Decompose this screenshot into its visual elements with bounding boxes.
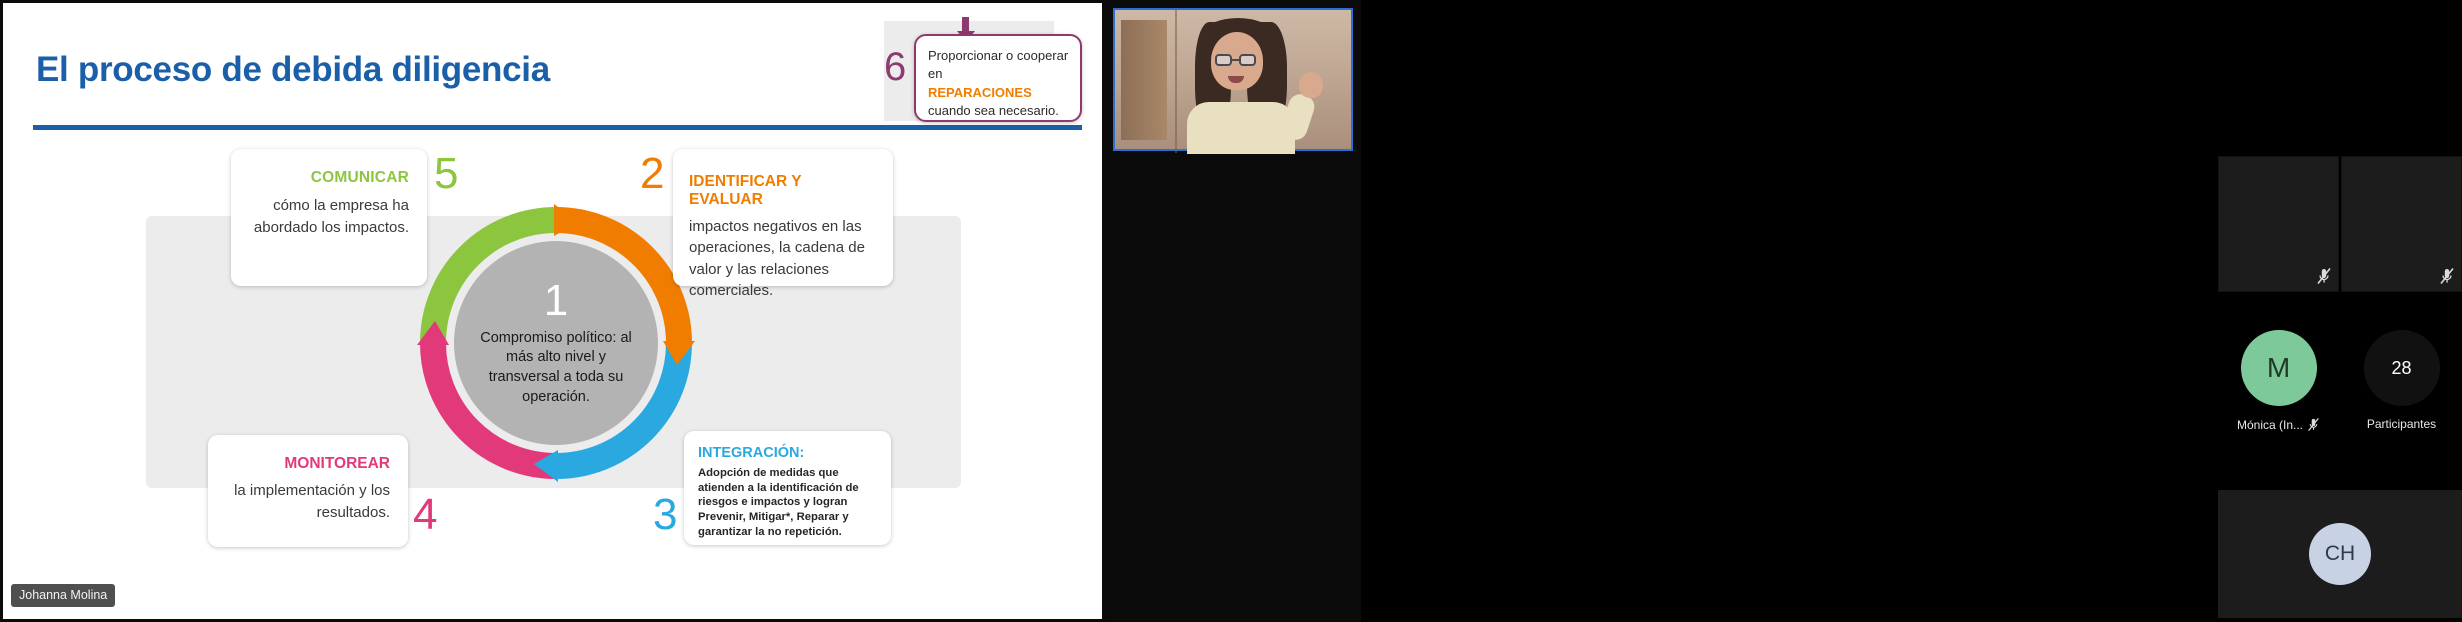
participant-tile-ch[interactable] bbox=[2218, 490, 2462, 618]
background-door bbox=[1121, 20, 1167, 140]
participants-text: Participantes bbox=[2366, 417, 2437, 431]
avatar: CH bbox=[2309, 523, 2371, 585]
avatar: M bbox=[2241, 330, 2317, 406]
step-body-5: cómo la empresa ha abordado los impactos. bbox=[253, 197, 409, 236]
step-heading-5: COMUNICAR bbox=[310, 169, 409, 186]
step-body-6-part1: Proporcionar o cooperar en bbox=[928, 48, 1069, 82]
participant-name-monica: Mónica (In... bbox=[2236, 417, 2304, 432]
background-wall-edge bbox=[1175, 10, 1177, 153]
step-text-1: Compromiso político: al más alto nivel y transversal a toda su operación. bbox=[480, 329, 632, 405]
step-number-2: 2 bbox=[640, 149, 665, 198]
participant-tile-2[interactable] bbox=[2341, 156, 2462, 292]
step-number-3: 3 bbox=[653, 490, 678, 539]
page-title: El proceso de debida diligencia bbox=[36, 50, 550, 89]
glasses-right-icon bbox=[1239, 54, 1256, 66]
participants-count-badge: 28 bbox=[2364, 330, 2440, 406]
speaker-torso bbox=[1187, 102, 1295, 154]
speaker-hand bbox=[1299, 72, 1323, 98]
participants-label bbox=[2341, 417, 2462, 431]
mic-off-icon bbox=[2307, 417, 2320, 432]
step-heading-3: INTEGRACIÓN: bbox=[698, 445, 805, 461]
step-number-6: 6 bbox=[884, 45, 907, 89]
cycle-center bbox=[454, 241, 658, 445]
step-card-2 bbox=[673, 149, 893, 299]
step-card-3 bbox=[684, 431, 891, 545]
step-body-2: impactos negativos en las operaciones, la cadena de valor y las relaciones comerciales. bbox=[689, 218, 865, 299]
title-divider bbox=[33, 125, 1082, 130]
step-number-4: 4 bbox=[413, 490, 438, 539]
step-body-6-emphasis: REPARACIONES bbox=[928, 84, 1032, 100]
cycle-diagram bbox=[411, 198, 701, 488]
participant-tile-1[interactable] bbox=[2218, 156, 2339, 292]
step-card-4 bbox=[208, 435, 408, 547]
mic-off-icon bbox=[2316, 267, 2332, 285]
mic-off-icon bbox=[2439, 267, 2455, 285]
presentation-slide bbox=[3, 3, 1102, 619]
step-number-1: 1 bbox=[543, 275, 569, 325]
glasses-bridge bbox=[1232, 59, 1239, 61]
step-heading-4: MONITOREAR bbox=[284, 455, 390, 472]
step-body-6-part2: cuando sea necesario. bbox=[928, 103, 1059, 119]
screen-share-area bbox=[0, 0, 1105, 622]
glasses-left-icon bbox=[1215, 54, 1232, 66]
step-card-5 bbox=[231, 149, 427, 286]
step-card-6 bbox=[914, 34, 1082, 122]
participant-tile-monica[interactable] bbox=[2218, 330, 2339, 450]
active-speaker-tile[interactable] bbox=[1113, 8, 1353, 151]
step-body-3: Adopción de medidas que atienden a la identificación de riesgos e impactos y logran Prevenir, Mitigar*, Reparar y garantizar la no repetición. bbox=[698, 467, 859, 538]
presenter-name-label: Johanna Molina bbox=[11, 584, 115, 607]
step-number-5: 5 bbox=[434, 149, 459, 198]
step-body-4: la implementación y los resultados. bbox=[234, 482, 390, 521]
step-heading-2: IDENTIFICAR Y EVALUAR bbox=[689, 173, 802, 208]
participants-filmstrip bbox=[1105, 0, 2437, 622]
participants-count-tile[interactable] bbox=[2341, 330, 2462, 450]
participant-label-monica bbox=[2218, 417, 2339, 432]
